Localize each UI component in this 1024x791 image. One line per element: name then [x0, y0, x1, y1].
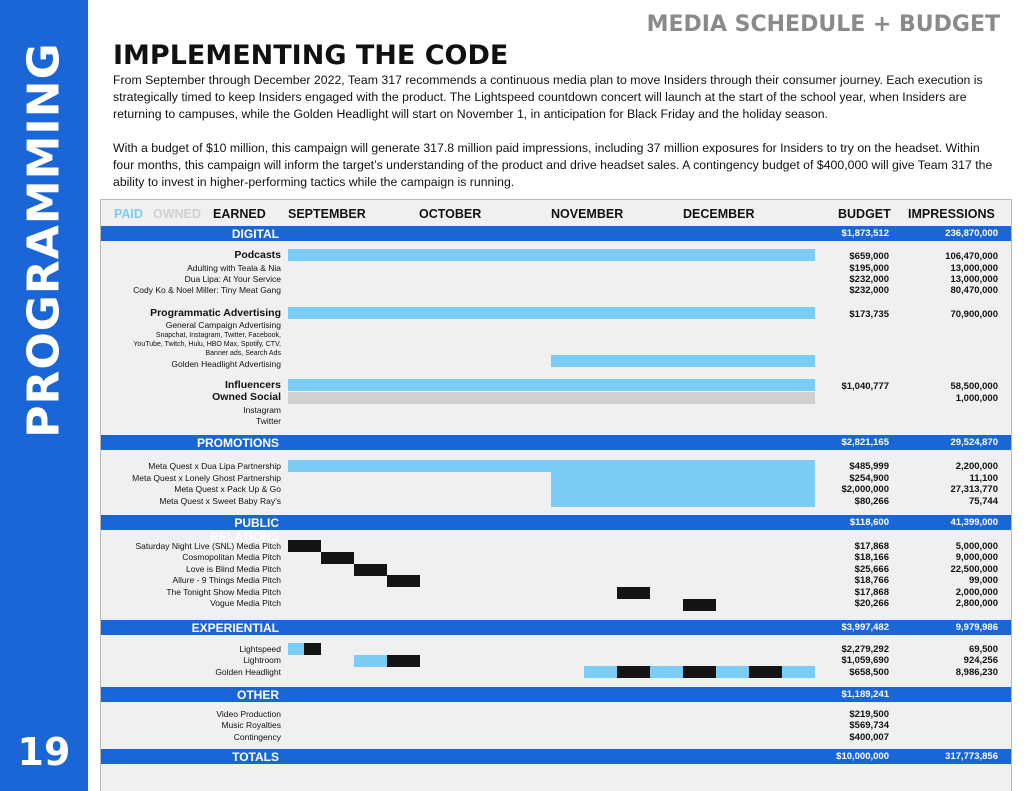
row-impressions: 27,313,770 [950, 484, 998, 495]
row-impressions: 924,256 [963, 655, 998, 666]
row-label: General Campaign Advertising [165, 320, 281, 330]
row-label: Meta Quest x Lonely Ghost Partnership [132, 473, 281, 483]
row-label: Music Royalties [221, 720, 281, 730]
section-budget: $3,997,482 [841, 622, 889, 633]
row-impressions: 99,000 [968, 575, 998, 586]
row-label: Snapchat, Instagram, Twitter, Facebook, YouTube, Twitch, Hulu, HBO Max, Spotify, CTV, Banner ads, Search Ads [133, 332, 281, 357]
section-other [101, 687, 1011, 702]
page-number: 19 [17, 730, 71, 774]
section-name: TOTALS [232, 750, 279, 764]
section-budget: $1,873,512 [841, 228, 889, 239]
row-impressions: 69,500 [968, 644, 998, 655]
row-impressions: 11,100 [969, 473, 998, 484]
bar-tonight-earned [617, 587, 650, 599]
legend-paid: PAID [114, 207, 143, 221]
bar-golden-paid [650, 666, 683, 678]
row-impressions: 13,000,000 [950, 274, 998, 285]
legend-owned: OWNED [153, 207, 201, 221]
row-impressions: 75,744 [968, 496, 998, 507]
bar-podcasts-paid [288, 249, 815, 261]
page-header: MEDIA SCHEDULE + BUDGET [646, 12, 1000, 37]
section-name: DIGITAL [231, 227, 279, 241]
intro-paragraph: From September through December 2022, Team 317 recommends a continuous media plan to move Insiders through their consumer journey. Each execution is strategically timed to keep Insiders engaged with the product. The Lightspeed countdown concert will launch at the start of the school year, when Insiders are returning to campuses, while the Golden Headlight will start on November 1, in anticipation for Black Friday and the holiday season. [113, 73, 983, 121]
section-public-relations [101, 515, 1011, 544]
row-impressions: 58,500,000 [950, 381, 998, 392]
row-label: Meta Quest x Pack Up & Go [174, 484, 281, 494]
row-label: Cosmopolitan Media Pitch [182, 552, 281, 562]
section-impressions: 29,524,870 [950, 437, 998, 448]
row-impressions: 1,000,000 [955, 393, 998, 404]
row-label: Lightroom [243, 655, 281, 665]
bar-vogue-earned [683, 599, 716, 611]
section-totals [101, 749, 1011, 764]
section-impressions: 9,979,986 [955, 622, 998, 633]
bar-mq-nov-dec-paid [551, 472, 815, 507]
row-budget: $485,999 [849, 461, 889, 472]
section-name: PROMOTIONS [196, 436, 279, 450]
section-impressions: 236,870,000 [945, 228, 998, 239]
row-label: Podcasts [234, 249, 281, 261]
row-budget: $2,000,000 [841, 484, 889, 495]
row-impressions: 70,900,000 [950, 309, 998, 320]
row-label: Owned Social [212, 391, 281, 403]
row-budget: $1,059,690 [841, 655, 889, 666]
row-label: Contingency [233, 732, 281, 742]
row-label: Dua Lipa: At Your Service [184, 274, 281, 284]
row-label: Adulting with Teala & Nia [187, 263, 281, 273]
section-impressions: 317,773,856 [945, 751, 998, 762]
section-impressions: 41,399,000 [950, 517, 998, 528]
row-budget: $18,766 [854, 575, 889, 586]
month-september: SEPTEMBER [288, 207, 366, 221]
row-label: Programmatic Advertising [150, 307, 281, 319]
row-label: Meta Quest x Sweet Baby Ray's [159, 496, 281, 506]
row-impressions: 2,800,000 [955, 598, 998, 609]
row-label: Lightspeed [239, 644, 281, 654]
row-budget: $1,040,777 [841, 381, 889, 392]
row-label: Allure - 9 Things Media Pitch [172, 575, 281, 585]
bar-lightspeed-earned [304, 643, 321, 655]
section-promotions [101, 435, 1011, 450]
row-impressions: 5,000,000 [955, 541, 998, 552]
row-label: Cody Ko & Noel Miller: Tiny Meat Gang [133, 285, 281, 295]
row-budget: $18,166 [854, 552, 889, 563]
section-budget: $10,000,000 [836, 751, 889, 762]
section-budget: $118,600 [849, 517, 889, 528]
row-budget: $569,734 [849, 720, 889, 731]
row-label: The Tonight Show Media Pitch [166, 587, 281, 597]
row-label: Influencers [224, 379, 281, 391]
bar-golden-paid [584, 666, 617, 678]
row-budget: $195,000 [849, 263, 889, 274]
row-impressions: 106,470,000 [945, 251, 998, 262]
bar-loveblind-earned [354, 564, 387, 576]
row-impressions: 8,986,230 [955, 667, 998, 678]
row-impressions: 22,500,000 [950, 564, 998, 575]
media-schedule-table [100, 199, 1012, 791]
budget-header: BUDGET [838, 207, 891, 221]
row-label: Meta Quest x Dua Lipa Partnership [148, 461, 281, 471]
month-october: OCTOBER [419, 207, 482, 221]
month-december: DECEMBER [683, 207, 755, 221]
bar-golden-earned [683, 666, 716, 678]
row-label: Love is Blind Media Pitch [186, 564, 281, 574]
section-budget: $2,821,165 [841, 437, 889, 448]
row-impressions: 2,200,000 [955, 461, 998, 472]
month-november: NOVEMBER [551, 207, 624, 221]
bar-golden-paid [716, 666, 749, 678]
sidebar [0, 0, 88, 791]
row-budget: $17,868 [854, 587, 889, 598]
row-budget: $400,007 [849, 732, 889, 743]
row-budget: $80,266 [854, 496, 889, 507]
row-budget: $25,666 [854, 564, 889, 575]
bar-programmatic-paid [288, 307, 815, 319]
budget-paragraph: With a budget of $10 million, this campaign will generate 317.8 million paid impressions, including 37 million exposures for Insiders to try on the headset. Within four months, this campaign will inform the target’s understanding of the product and drive headset sales. A contingency budget of $400,000 will give Team 317 the ability to invest in higher-performing tactics while the campaign is running. [113, 141, 993, 189]
bar-golden-earned [749, 666, 782, 678]
row-impressions: 9,000,000 [955, 552, 998, 563]
row-impressions: 13,000,000 [950, 263, 998, 274]
row-label: Golden Headlight [215, 667, 281, 677]
row-impressions: 2,000,000 [955, 587, 998, 598]
section-budget: $1,189,241 [841, 689, 889, 700]
bar-allure-earned [387, 575, 420, 587]
bar-snl-earned [288, 540, 321, 552]
bar-golden-earned [617, 666, 650, 678]
row-label: Golden Headlight Advertising [171, 359, 281, 369]
bar-golden-ads-paid [551, 355, 815, 367]
section-experiential [101, 620, 1011, 635]
row-label: Saturday Night Live (SNL) Media Pitch [135, 541, 281, 551]
page-title: IMPLEMENTING THE CODE [113, 40, 509, 71]
row-budget: $232,000 [849, 274, 889, 285]
row-budget: $20,266 [854, 598, 889, 609]
bar-lightroom-earned [387, 655, 420, 667]
impressions-header: IMPRESSIONS [908, 207, 995, 221]
row-budget: $659,000 [849, 251, 889, 262]
row-label: Video Production [216, 709, 281, 719]
row-budget: $658,500 [849, 667, 889, 678]
row-label: Twitter [255, 416, 281, 426]
legend-earned: EARNED [213, 207, 266, 221]
row-budget: $173,735 [849, 309, 889, 320]
bar-owned-social [288, 392, 815, 404]
row-budget: $219,500 [849, 709, 889, 720]
section-name: PUBLIC RELATIONS [210, 516, 279, 544]
bar-mq-dualipa-paid [288, 460, 815, 472]
row-budget: $254,900 [849, 473, 889, 484]
bar-cosmo-earned [321, 552, 354, 564]
row-budget: $2,279,292 [841, 644, 889, 655]
bar-lightspeed-paid [288, 643, 304, 655]
section-digital [101, 226, 1011, 241]
section-name: EXPERIENTIAL [191, 621, 279, 635]
row-label: Instagram [243, 405, 281, 415]
row-impressions: 80,470,000 [950, 285, 998, 296]
section-label: PROGRAMMING [18, 42, 70, 438]
bar-lightroom-paid [354, 655, 387, 667]
bar-influencers-paid [288, 379, 815, 391]
row-label: Vogue Media Pitch [210, 598, 281, 608]
bar-golden-paid [782, 666, 815, 678]
row-budget: $232,000 [849, 285, 889, 296]
row-budget: $17,868 [854, 541, 889, 552]
section-name: OTHER [237, 688, 279, 702]
